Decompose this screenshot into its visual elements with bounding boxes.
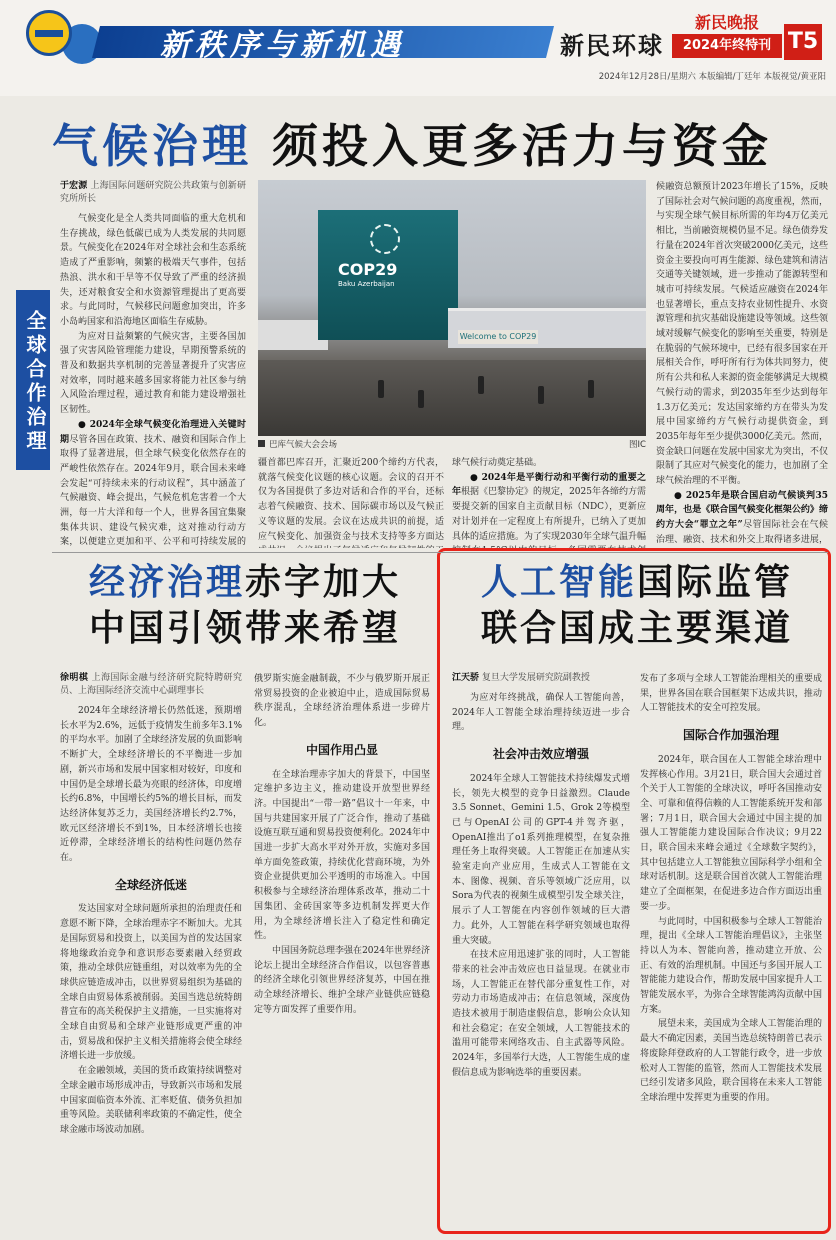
photo-caption-text: 巴库气候大会会场 [269, 440, 338, 450]
ai-subhead: 国际合作加强治理 [682, 728, 779, 743]
econ-headline [60, 560, 430, 652]
ai-paragraph: 2024年，联合国在人工智能全球治理中发挥核心作用。3月21日，联合国大会通过首个关于人工智能的全球决议，呼吁各国推动安全、可靠和值得信赖的人工智能系统开发和部署；7月1日，联合国大会通过中国主提的加强人工智能能力建设国际合作决议；9月22日，联合国未来峰会通过《全球数字契约》，其中包括建立人工智能独立国际科学小组和全球对话机制。这是联合国首次就人工智能治理建立了全面框架，在促进多边合作方面迈出重要一步。 [640, 754, 822, 912]
climate-lead: ● 2025年是联合国启动气候谈判35周年，也是《联合国气候变化框架公约》缔约方大会“罪立之年” [656, 490, 828, 531]
climate-paragraph: 根据《巴黎协定》的规定，2025年各缔约方需要提交新的国家自主贡献目标（NDC），更新应对计划并在一定程度上有所提升，已纳入了更加具体的适应措施。为了实现2030年全球气温升幅 [452, 487, 646, 542]
econ-headline-line2: 中国引领带来希望 [88, 608, 401, 649]
ai-paragraph: 为应对年终挑战，确保人工智能向善，2024年人工智能全球治理持续迈进一步合理。 [452, 693, 630, 733]
ai-col-1 [452, 672, 630, 1228]
person-shape [588, 380, 594, 398]
caption-square-icon [258, 440, 265, 447]
ai-paragraph: 与此同时，中国积极参与全球人工智能治理，提出《全球人工智能治理倡议》，主张坚持以人为本、智能向善，推动建立开放、公正、有效的治理机制。中国还与多国开展人工智能能力建设合作，帮助发展中国家提升人工智能发展水平，为弥合全球智能鸿沟贡献中国方案。 [640, 916, 822, 1015]
econ-author [60, 672, 242, 698]
econ-subhead: 全球经济低迷 [114, 877, 187, 892]
ai-paragraph: 在技术应用迅速扩张的同时，人工智能带来的社会冲击效应也日益显现。在就业市场，人工智能正在替代部分重复性工作，对劳动力市场造成冲击；在信息领域，深度伪造技术被用于制造虚假信息，影响公众认知和社会稳定；在安全领域，人工智能技术的滥用可能带来网络攻击、自主武器等风险。2024年，多国举行大选，人工智能生成的虚假信息成为影响选举的重要因素。 [452, 950, 630, 1078]
climate-paragraph: 候融资总额预计2023年增长了15%，反映了国际社会对气候问题的高度重视，然而，与实现全球气候目标所需的年均4万亿美元相比，当前融资规模仍显不足。绿色债券发行量在2024年首次突破2000亿美元，这些资金主要投向可再生能源、绿色建筑和清洁交通等关键领域，进一步推动了能源转型和城市可持续发展。气候适应融资在2024年也显著增长，重点支持农业韧性提升、水资源管理和抗灾基础设施建设等领域。这些领域对缓解气候变化的影响至关重要，特别是在脆弱的气候环境中，已经有很多国家在开展相关合作，呼吁所有行为体共同努力，使所有公共和私人来源的资金能够满足大规模气候行动的需求，到2035年至少达到每年1.3万亿美元；发达国家缔约方在带头为发展中国家缔约方气候行动提供资金，到2035年每年至少提供3000亿美元。然而，资金缺口问题在发展中国家尤为突出，不仅限制了其应对气候变化的能力，也加剧了全球气候治理的不平衡。 [656, 182, 828, 487]
section-divider [52, 552, 828, 553]
ai-author-affil: 复旦大学发展研究院副教授 [481, 673, 590, 683]
dateline: 2024年12月28日/星期六 本版编辑/丁廷年 本版视觉/黄亚阳 [598, 72, 826, 82]
photo-welcome-sign: Welcome to COP29 [458, 330, 538, 344]
econ-paragraph: 俄罗斯实施金融制裁，不少与俄罗斯开展正常贸易投资的企业被迫中止，造成国际贸易秩序混乱，全球经济治理体系进一步碎片化。 [254, 674, 430, 729]
ai-subhead: 社会冲击效应增强 [492, 747, 589, 762]
econ-author-name: 徐明棋 [60, 673, 89, 683]
climate-author [60, 180, 246, 206]
ai-paragraph: 2024年全球人工智能技术持续爆发式增长，领先大模型的竞争日益激烈。Claude 3.5 Sonnet、Gemini 1.5、Grok 2等模型已与OpenAI公司的GPT-4并驾齐驱，OpenAI推出了o1系列推理模型，在复杂推理任务上取得突破。人工智能正在加速从实验室走向产业应用，生成式人工智能在文本、图像、视频、音乐等领域广泛应用，以Sora为代表的视频生成模型引发全球关注，展示了人工智能在内容创作领域的巨大潜力。此外，人工智能在科学研究领域也取得重大突破。 [452, 773, 630, 946]
econ-headline-accent: 经济治理 [88, 562, 245, 603]
econ-paragraph: 在全球治理赤字加大的背景下，中国坚定维护多边主义，推动建设开放型世界经济。中国提出“一带一路”倡议十一年来，中国与共建国家开展了广泛合作，推动了基础设施互联互通和贸易投资便利化。2024年中国进一步扩大高水平对外开放，实施对多国单方面免签政策，持续优化营商环境，为外资企业提供更加公平透明的市场准入。中国积极参与全球经济治理体系改革，推动二十国集团、金砖国家等多边机制发挥更大作用，为全球经济增长注入了稳定性和确定性。 [254, 769, 430, 942]
climate-col-1 [60, 180, 246, 550]
person-shape [478, 376, 484, 394]
special-issue-badge: 2024年终特刊 [672, 34, 782, 58]
climate-author-affil: 上海国际问题研究院公共政策与创新研究所所长 [60, 181, 246, 204]
econ-author-affil: 上海国际金融与经济研究院特聘研究员、上海国际经济交流中心副理事长 [60, 673, 242, 696]
climate-paragraph: 疆首都巴库召开，汇聚近200个缔约方代表，就落气候变化议题的核心议题。会议的召开不仅为各国提供了多边对话和合作的平台，还标志着气候融资、技术、国际碳市场以及气候正义等议题的发展。会议在达成共识的前提，适应气候变化、加强资金与技术支持等多方面达 [258, 458, 444, 542]
banner-title: 新秩序与新机遇 [160, 28, 405, 63]
econ-subhead: 中国作用凸显 [305, 742, 378, 757]
climate-paragraph: 尽管国际社会在气候治理、融资、技术和外交上取得诸多进展， [656, 520, 828, 545]
climate-col-2 [258, 456, 444, 548]
econ-col-2 [254, 672, 430, 1232]
photo-sign-cop: COP29 [338, 260, 398, 279]
climate-paragraph: 气候变化是全人类共同面临的重大危机和生存挑战，绿色低碳已成为人类发展的共同愿景。气候变化在2024年对全球社会和生态系统造成了严重影响，频繁的极端天气事件，包括热浪、洪水和干旱等不仅导致了严重的经济损失，还对粮食安全和水资源管理提出了更高要求。与此同时，气候移民问题愈加突出，许多小岛屿国家和沿海地区面临生存威胁。 [60, 214, 246, 327]
masthead [0, 0, 836, 96]
climate-paragraph: 球气候行动奠定基础。 [452, 458, 543, 468]
econ-paragraph: 2024年全球经济增长仍然低迷，预期增长水平为2.6%，远低于疫情发生前多年3.1%的平均水平。加剧了全球经济发展的负面影响不断扩大，全球经济增长的不平衡进一步加剧，新兴市场和发展中国家相对较好，印度和中国仍是全球增长最为亮眼的经济体，印度增长约6.8%，中国增长约5%的增长目标，而发达经济体复苏乏力，美国经济增长约2.7%，欧元区经济增长不到1%，日本经济增长也接近停滞，全球经济增长的结构性问题仍然存在。 [60, 706, 242, 864]
side-tag: 全球合作治理 [16, 290, 50, 470]
climate-headline [52, 110, 772, 176]
climate-lead: ● 2024年全球气候变化治理进入关键时期 [60, 419, 246, 445]
econ-headline-rest: 赤字加大 [245, 562, 402, 603]
econ-paragraph: 在金融领域，美国的货币政策持续调整对全球金融市场形成冲击，导致新兴市场和发展中国家面临资本外流、汇率贬值、债务负担加重等风险。美联储利率政策的不确定性，使全球金融市场波动加剧。 [60, 1066, 242, 1135]
climate-headline-accent: 气候治理 [52, 119, 252, 173]
cop29-emblem-icon [370, 224, 400, 254]
climate-col-3 [452, 456, 646, 548]
photo-caption [258, 438, 646, 450]
ai-headline-accent: 人工智能 [480, 562, 637, 603]
econ-paragraph: 发达国家对全球问题所承担的治理责任和意愿不断下降，全球治理赤字不断加大。尤其是国际贸易和投资上，以美国为首的发达国家将地缘政治竞争和意识形态要素融入经贸政策，推动全球供应链重组，对以效率为先的全球供应链造成冲击，以世界贸易组织为基础的全球自由贸易体系被削弱。美国当选总统特朗普宣布的高关税保护主义措施，一旦实施将对全球自由贸易和全球产业链形成更严重的冲击，贸易战和保护主义相关措施将会使全球经济增长进一步放缓。 [60, 904, 242, 1062]
ai-author [452, 672, 630, 685]
climate-lead: ● 2024年是平衡行动和平衡行动的重要之年 [452, 472, 646, 498]
ai-col-2 [640, 672, 822, 1228]
ai-headline [452, 560, 822, 652]
climate-col-4 [656, 180, 828, 550]
climate-paragraph: 尽管各国在政策、技术、融资和国际合作上取得了显著进展，但全球气候变化依然存在的严峻性依然存在。2024年9月，联合国未来峰会发起“可持续未来的行动议程”，其中涵盖了气候融资、峰会提出，气候危机危害着一个大洲，每一片大洋和每一个人，世界各国宜集聚集体共识、建设气候灾难，这对推动行动方案，以便建立更加和平、公平和可持续发展的 [60, 434, 246, 548]
ai-headline-rest: 国际监管 [637, 562, 794, 603]
person-shape [538, 386, 544, 404]
ai-author-name: 江天骄 [452, 673, 480, 683]
climate-paragraph: 为应对日益频繁的气候灾害，主要各国加强了灾害风险管理能力建设，早期预警系统的普及和数据共享机制的完善显著提升了灾害应对效率，同时越来越多国家将能力社区参与纳入风险治理过程，通过教育和能力建设增强社区韧性。 [60, 331, 246, 416]
paper-name: 新民晚报 [694, 13, 759, 32]
person-shape [378, 380, 384, 398]
climate-headline-rest: 须投入更多活力与资金 [272, 119, 773, 173]
photo-sign-place: Baku Azerbaijan [338, 280, 395, 288]
page-number: T5 [784, 24, 822, 60]
ai-paragraph: 展望未来，美国成为全球人工智能治理的最大不确定因素，美国当选总统特朗普已表示将废除拜登政府的人工智能行政令，进一步放松对人工智能的监管，然而人工智能技术发展已经引发诸多风险，联合国将在未来人工智能全球治理中发挥更为重要的作用。 [640, 1019, 822, 1103]
person-shape [418, 390, 424, 408]
econ-col-1 [60, 672, 242, 1232]
ai-paragraph: 发布了多项与全球人工智能治理相关的重要成果，世界各国在联合国框架下达成共识，推动人工智能技术的安全可控发展。 [640, 674, 822, 714]
ai-headline-line2: 联合国成主要渠道 [480, 608, 793, 649]
logo-icon [26, 10, 72, 56]
climate-author-name: 于宏源 [60, 181, 88, 191]
climate-photo [258, 180, 646, 436]
section-name: 新民环球 [560, 32, 664, 60]
ground-shape [258, 360, 646, 436]
econ-paragraph: 中国国务院总理李强在2024年世界经济论坛上提出全球经济合作倡议，以包容普惠的经济全球化引领世界经济复苏，中国在推动全球经济增长、维护全球产业链供应链稳定等方面发挥了重要作用。 [254, 945, 430, 1015]
photo-credit: 图IC [629, 440, 646, 450]
